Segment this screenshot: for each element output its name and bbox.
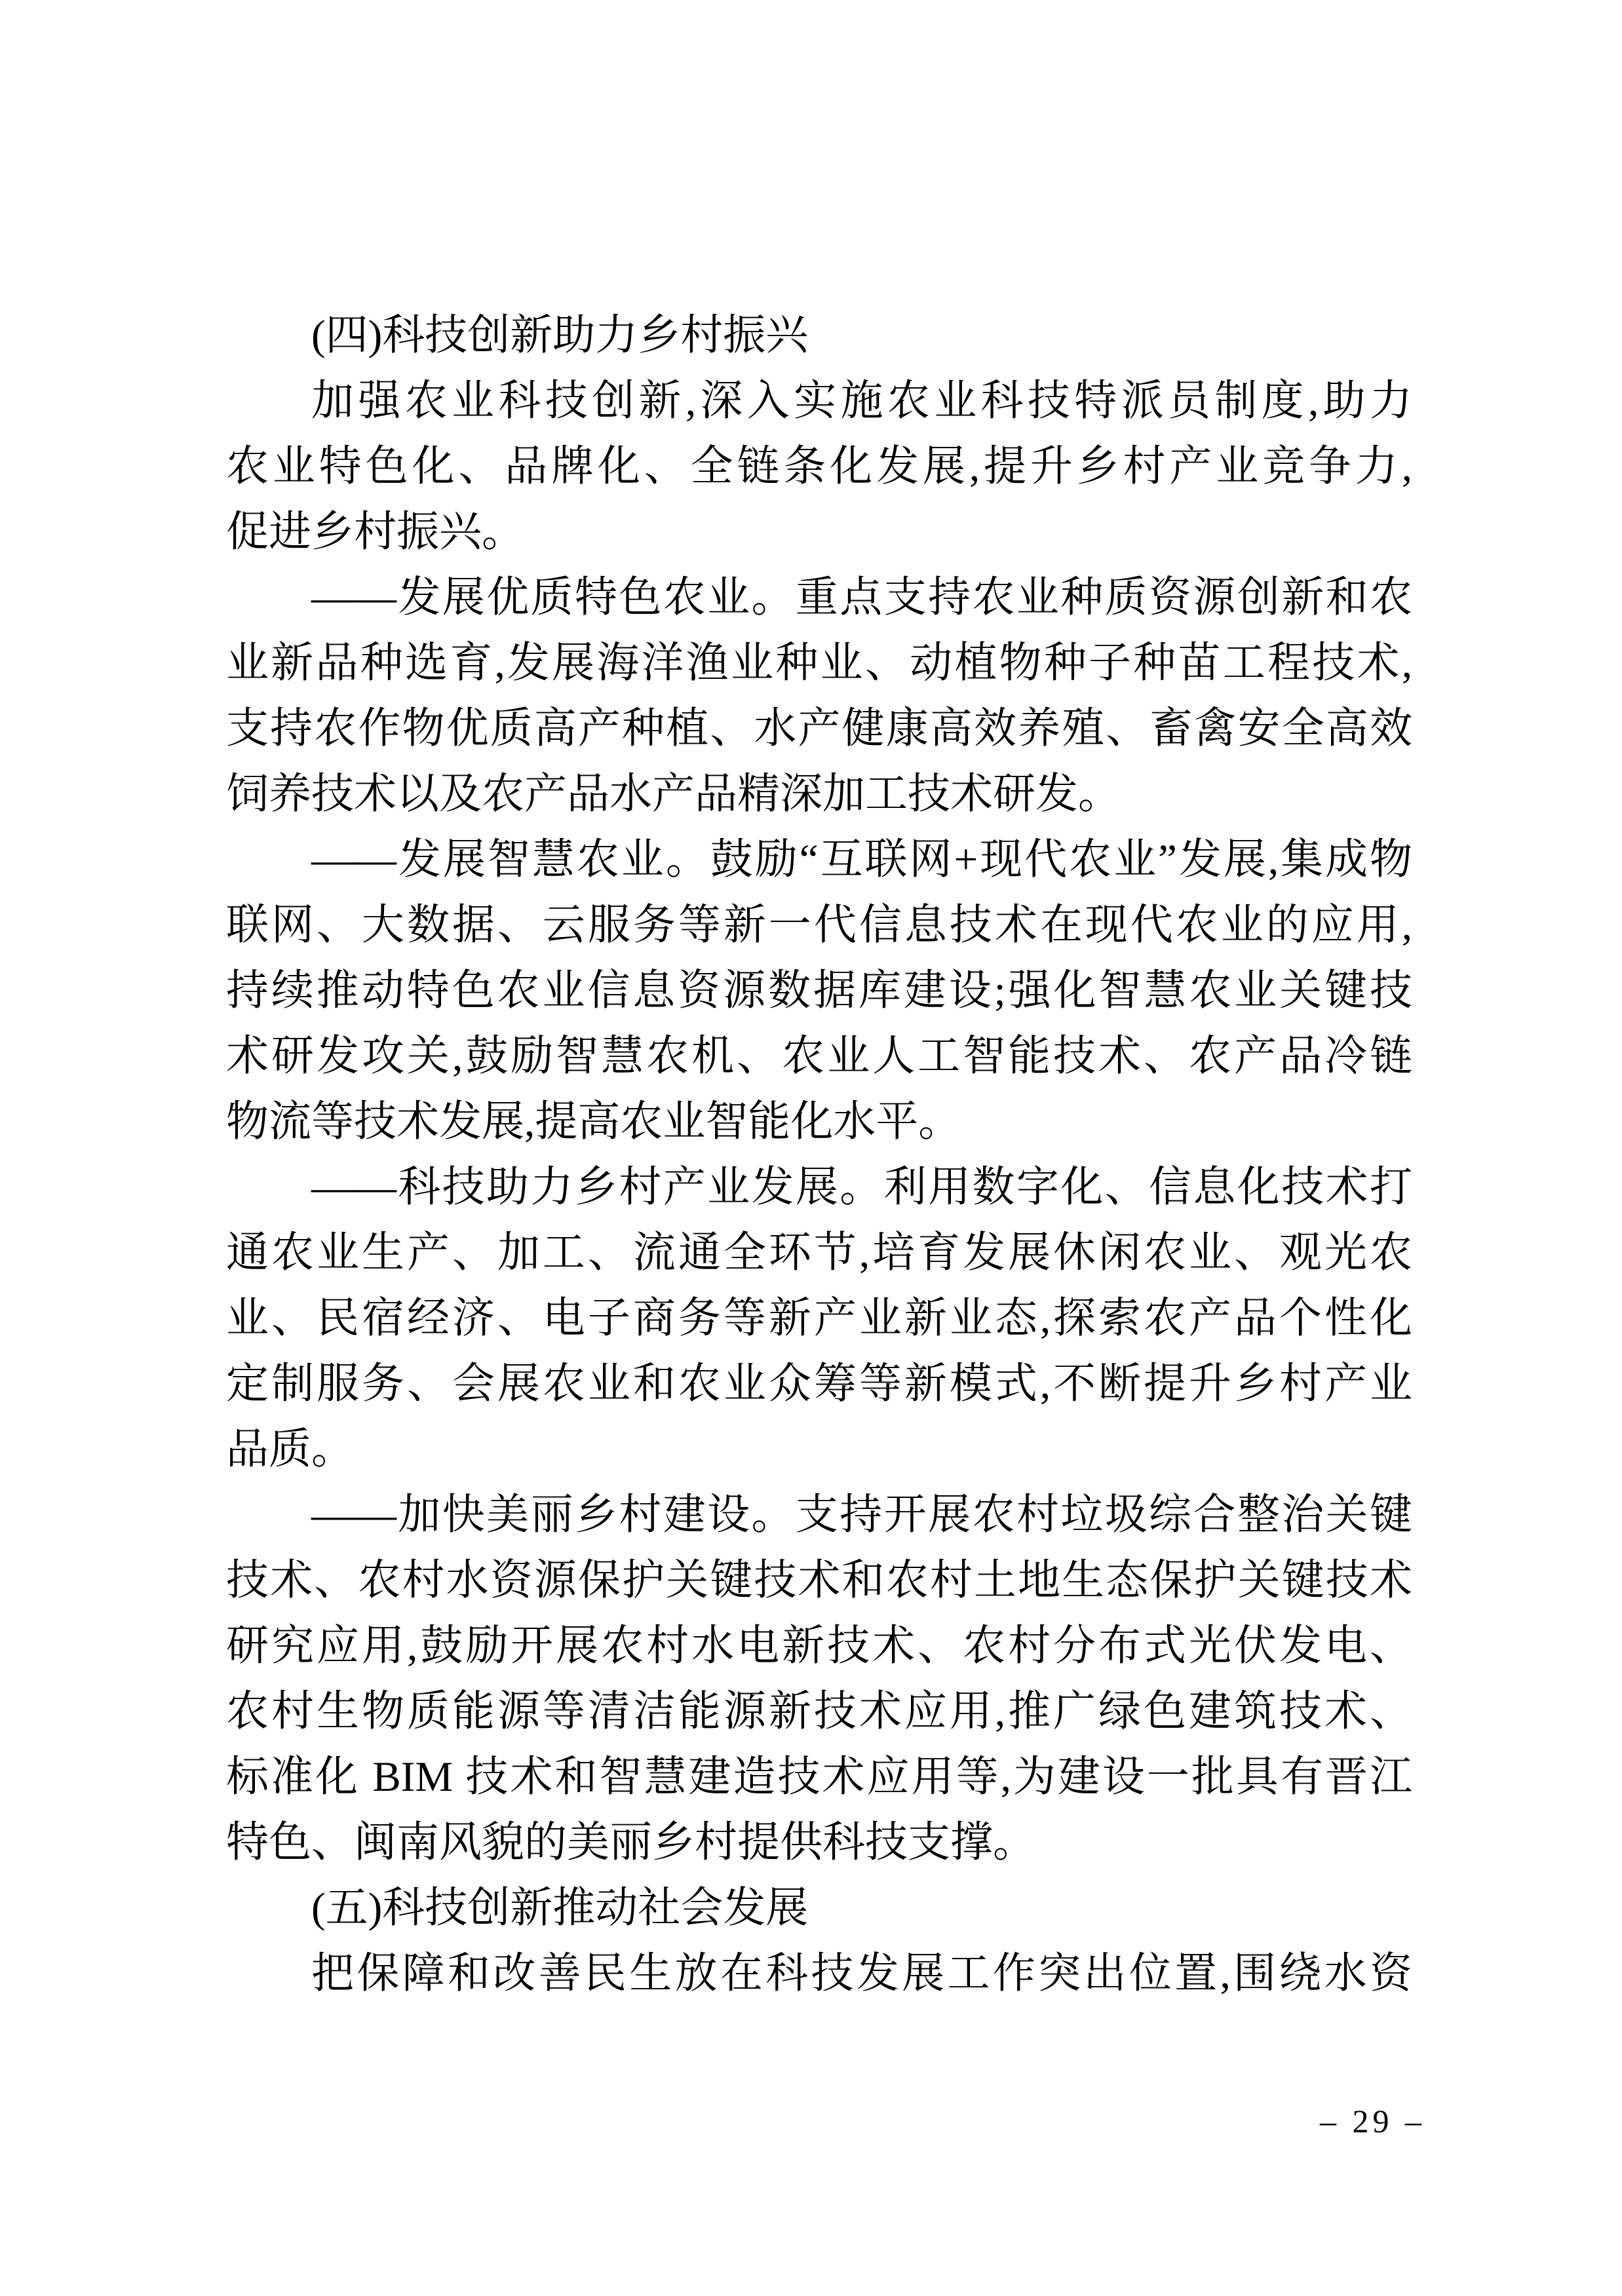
text-line: 饲养技术以及农产品水产品精深加工技术研发。 bbox=[226, 771, 1121, 818]
text-line: ——科技助力乡村产业发展。利用数字化、信息化技术打 bbox=[311, 1164, 1412, 1211]
text-line: 定制服务、会展农业和农业众筹等新模式,不断提升乡村产业 bbox=[226, 1360, 1412, 1407]
text-line: 技术、农村水资源保护关键技术和农村土地生态保护关键技术 bbox=[226, 1557, 1412, 1604]
text-line: ——发展智慧农业。鼓励“互联网+现代农业”发展,集成物 bbox=[311, 836, 1412, 883]
text-line: ——加快美丽乡村建设。支持开展农村垃圾综合整治关键 bbox=[311, 1491, 1412, 1539]
text-line: 业、民宿经济、电子商务等新产业新业态,探索农产品个性化 bbox=[226, 1295, 1412, 1342]
document-body bbox=[226, 303, 1412, 2006]
text-line: 把保障和改善民生放在科技发展工作突出位置,围绕水资 bbox=[311, 1950, 1412, 1997]
page-number: – 29 – bbox=[1320, 2103, 1425, 2139]
text-line: 业新品种选育,发展海洋渔业种业、动植物种子种苗工程技术, bbox=[226, 640, 1412, 687]
text-line: 物流等技术发展,提高农业智能化水平。 bbox=[226, 1098, 961, 1145]
text-line: 术研发攻关,鼓励智慧农机、农业人工智能技术、农产品冷链 bbox=[226, 1033, 1412, 1080]
text-line: 农村生物质能源等清洁能源新技术应用,推广绿色建筑技术、 bbox=[226, 1688, 1412, 1735]
text-line: 标准化 BIM 技术和智慧建造技术应用等,为建设一批具有晋江 bbox=[226, 1753, 1412, 1801]
text-line: 通农业生产、加工、流通全环节,培育发展休闲农业、观光农 bbox=[226, 1229, 1412, 1276]
text-line: 支持农作物优质高产种植、水产健康高效养殖、畜禽安全高效 bbox=[226, 705, 1412, 752]
text-line: 特色、闽南风貌的美丽乡村提供科技支撑。 bbox=[226, 1819, 1036, 1866]
text-line: ——发展优质特色农业。重点支持农业种质资源创新和农 bbox=[311, 574, 1412, 621]
text-line: (四)科技创新助力乡村振兴 bbox=[311, 312, 809, 359]
text-line: 持续推动特色农业信息资源数据库建设;强化智慧农业关键技 bbox=[226, 967, 1412, 1014]
text-line: 农业特色化、品牌化、全链条化发展,提升乡村产业竞争力, bbox=[226, 443, 1412, 490]
text-line: 促进乡村振兴。 bbox=[226, 508, 525, 556]
text-line: 联网、大数据、云服务等新一代信息技术在现代农业的应用, bbox=[226, 902, 1412, 949]
text-line: 品质。 bbox=[226, 1426, 355, 1473]
text-line: 研究应用,鼓励开展农村水电新技术、农村分布式光伏发电、 bbox=[226, 1622, 1412, 1670]
text-line: 加强农业科技创新,深入实施农业科技特派员制度,助力 bbox=[311, 377, 1412, 425]
text-line: (五)科技创新推动社会发展 bbox=[311, 1885, 809, 1932]
